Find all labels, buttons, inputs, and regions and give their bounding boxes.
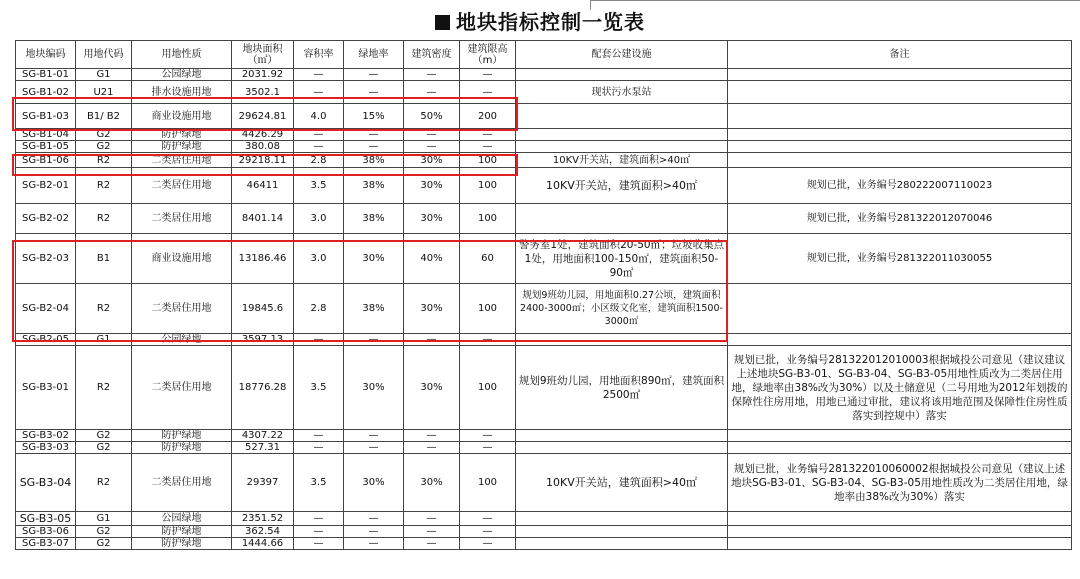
cell-use: R2: [76, 153, 132, 168]
cell-remark: [728, 153, 1072, 168]
cell-density: 50%: [404, 104, 460, 129]
cell-far: 2.8: [294, 284, 344, 334]
cell-far: —: [294, 442, 344, 454]
cell-height: —: [460, 141, 516, 153]
cell-nature: 公园绿地: [132, 334, 232, 346]
cell-remark: [728, 512, 1072, 526]
table-row: [16, 512, 1072, 526]
cell-height: —: [460, 129, 516, 141]
cell-remark: [728, 442, 1072, 454]
cell-nature: 防护绿地: [132, 430, 232, 442]
cell-area: 362.54: [232, 526, 294, 538]
cell-green: —: [344, 69, 404, 81]
cell-code: SG-B3-03: [16, 442, 76, 454]
cell-facility: [516, 442, 728, 454]
cell-far: 2.8: [294, 153, 344, 168]
cell-use: U21: [76, 81, 132, 104]
highlight-box-sg-b1-03: [12, 97, 518, 131]
cell-far: —: [294, 141, 344, 153]
cell-code: SG-B3-01: [16, 346, 76, 430]
table-row: [16, 430, 1072, 442]
cell-remark: 规划已批，业务编号281322010060002根据城投公司意见（建议上述地块SG-B3-01、SG-B3-04、SG-B3-05用地性质改为二类居住用地，绿地率由38%改为30%）落实: [728, 454, 1072, 512]
cell-use: G2: [76, 129, 132, 141]
cell-far: —: [294, 512, 344, 526]
cell-far: —: [294, 69, 344, 81]
cell-area: 527.31: [232, 442, 294, 454]
header-code: 地块编码: [16, 41, 76, 69]
cell-far: 3.0: [294, 204, 344, 234]
cell-height: 100: [460, 153, 516, 168]
header-use: 用地代码: [76, 41, 132, 69]
cell-nature: 防护绿地: [132, 141, 232, 153]
cell-far: 3.5: [294, 454, 344, 512]
cell-height: —: [460, 526, 516, 538]
cell-facility: 10KV开关站，建筑面积>40㎡: [516, 153, 728, 168]
cell-density: —: [404, 538, 460, 550]
cell-green: 30%: [344, 234, 404, 284]
cell-far: —: [294, 129, 344, 141]
cell-facility: [516, 104, 728, 129]
cell-nature: 防护绿地: [132, 538, 232, 550]
cell-height: 100: [460, 284, 516, 334]
cell-nature: 二类居住用地: [132, 284, 232, 334]
cell-nature: 二类居住用地: [132, 346, 232, 430]
table-row: [16, 454, 1072, 512]
cell-green: —: [344, 129, 404, 141]
cell-density: 40%: [404, 234, 460, 284]
cell-green: —: [344, 334, 404, 346]
cell-area: 19845.6: [232, 284, 294, 334]
cell-code: SG-B2-04: [16, 284, 76, 334]
cell-facility: [516, 204, 728, 234]
cell-area: 3502.1: [232, 81, 294, 104]
cell-area: 29218.11: [232, 153, 294, 168]
cell-height: 60: [460, 234, 516, 284]
cell-green: —: [344, 81, 404, 104]
cell-nature: 公园绿地: [132, 69, 232, 81]
cell-code: SG-B2-01: [16, 168, 76, 204]
cell-far: 3.0: [294, 234, 344, 284]
cell-code: SG-B3-04: [16, 454, 76, 512]
cell-height: —: [460, 430, 516, 442]
cell-green: 30%: [344, 346, 404, 430]
cell-use: G1: [76, 512, 132, 526]
cell-nature: 二类居住用地: [132, 153, 232, 168]
cell-code: SG-B3-02: [16, 430, 76, 442]
cell-density: —: [404, 442, 460, 454]
cell-height: —: [460, 538, 516, 550]
cell-green: —: [344, 141, 404, 153]
table-row: [16, 526, 1072, 538]
table-row: [16, 346, 1072, 430]
cell-code: SG-B1-04: [16, 129, 76, 141]
cell-height: 200: [460, 104, 516, 129]
cell-code: SG-B1-01: [16, 69, 76, 81]
cell-green: —: [344, 512, 404, 526]
cell-facility: 现状污水泵站: [516, 81, 728, 104]
cell-area: 13186.46: [232, 234, 294, 284]
cell-green: —: [344, 538, 404, 550]
cell-green: 38%: [344, 168, 404, 204]
cell-area: 4307.22: [232, 430, 294, 442]
cell-density: —: [404, 129, 460, 141]
cell-code: SG-B1-03: [16, 104, 76, 129]
cell-density: —: [404, 526, 460, 538]
cell-facility: [516, 141, 728, 153]
cell-nature: 二类居住用地: [132, 168, 232, 204]
cell-remark: [728, 526, 1072, 538]
cell-density: —: [404, 141, 460, 153]
cell-far: 3.5: [294, 346, 344, 430]
cell-use: G1: [76, 334, 132, 346]
cell-code: SG-B2-03: [16, 234, 76, 284]
cell-facility: 警务室1处，建筑面积20-50㎡；垃圾收集点1处，用地面积100-150㎡，建筑面积50-90㎡: [516, 234, 728, 284]
cell-far: —: [294, 81, 344, 104]
cell-nature: 商业设施用地: [132, 104, 232, 129]
cell-code: SG-B2-02: [16, 204, 76, 234]
cell-height: —: [460, 334, 516, 346]
cell-code: SG-B3-05: [16, 512, 76, 526]
cell-nature: 公园绿地: [132, 512, 232, 526]
cell-green: 38%: [344, 284, 404, 334]
cell-green: —: [344, 526, 404, 538]
cell-area: 4426.29: [232, 129, 294, 141]
cell-density: 30%: [404, 168, 460, 204]
cell-remark: [728, 69, 1072, 81]
cell-density: 30%: [404, 346, 460, 430]
cell-far: 3.5: [294, 168, 344, 204]
cell-density: —: [404, 334, 460, 346]
cell-facility: [516, 538, 728, 550]
cell-remark: [728, 81, 1072, 104]
cell-nature: 商业设施用地: [132, 234, 232, 284]
cell-area: 380.08: [232, 141, 294, 153]
cell-green: —: [344, 442, 404, 454]
cell-use: R2: [76, 168, 132, 204]
cell-remark: 规划已批，业务编号281322012070046: [728, 204, 1072, 234]
cell-density: 30%: [404, 153, 460, 168]
table-row: [16, 442, 1072, 454]
cell-area: 29624.81: [232, 104, 294, 129]
header-row: [16, 41, 1072, 69]
cell-facility: 10KV开关站，建筑面积>40㎡: [516, 168, 728, 204]
cell-remark: [728, 538, 1072, 550]
cell-facility: [516, 512, 728, 526]
cell-density: 30%: [404, 284, 460, 334]
cell-green: 15%: [344, 104, 404, 129]
cell-nature: 二类居住用地: [132, 454, 232, 512]
cell-height: —: [460, 81, 516, 104]
header-far: 容积率: [294, 41, 344, 69]
cell-nature: 二类居住用地: [132, 204, 232, 234]
cell-remark: 规划已批，业务编号280222007110023: [728, 168, 1072, 204]
cell-facility: [516, 526, 728, 538]
cell-area: 2031.92: [232, 69, 294, 81]
cell-use: G2: [76, 430, 132, 442]
header-height: 建筑限高（m）: [460, 41, 516, 69]
cell-code: SG-B3-07: [16, 538, 76, 550]
cell-height: —: [460, 442, 516, 454]
cell-use: G2: [76, 141, 132, 153]
cell-height: 100: [460, 454, 516, 512]
cell-density: —: [404, 430, 460, 442]
cell-height: 100: [460, 168, 516, 204]
cell-density: 30%: [404, 454, 460, 512]
cell-use: B1: [76, 234, 132, 284]
black-square-icon: [435, 15, 450, 30]
cell-use: R2: [76, 454, 132, 512]
cell-height: —: [460, 69, 516, 81]
cell-code: SG-B3-06: [16, 526, 76, 538]
cell-facility: 规划9班幼儿园，用地面积890㎡，建筑面积2500㎡: [516, 346, 728, 430]
header-density: 建筑密度: [404, 41, 460, 69]
cell-density: 30%: [404, 204, 460, 234]
cell-green: 38%: [344, 204, 404, 234]
header-facility: 配套公建设施: [516, 41, 728, 69]
cell-code: SG-B2-05: [16, 334, 76, 346]
table-row: [16, 204, 1072, 234]
table-title: [0, 6, 1080, 35]
cell-facility: [516, 129, 728, 141]
cell-density: —: [404, 69, 460, 81]
cell-height: 100: [460, 346, 516, 430]
cell-use: G2: [76, 442, 132, 454]
cell-use: R2: [76, 284, 132, 334]
cell-area: 1444.66: [232, 538, 294, 550]
header-remark: 备注: [728, 41, 1072, 69]
cell-area: 46411: [232, 168, 294, 204]
cell-code: SG-B1-02: [16, 81, 76, 104]
cell-area: 8401.14: [232, 204, 294, 234]
top-border-line: [590, 0, 1080, 1]
cell-facility: [516, 69, 728, 81]
cell-code: SG-B1-05: [16, 141, 76, 153]
cell-remark: 规划已批，业务编号281322011030055: [728, 234, 1072, 284]
cell-green: 38%: [344, 153, 404, 168]
cell-far: 4.0: [294, 104, 344, 129]
cell-density: —: [404, 512, 460, 526]
cell-height: —: [460, 512, 516, 526]
cell-nature: 防护绿地: [132, 129, 232, 141]
cell-area: 3597.13: [232, 334, 294, 346]
highlight-box-sg-b1-06: [12, 154, 518, 176]
cell-nature: 排水设施用地: [132, 81, 232, 104]
cell-nature: 防护绿地: [132, 526, 232, 538]
cell-remark: [728, 430, 1072, 442]
cell-remark: [728, 129, 1072, 141]
cell-code: SG-B1-06: [16, 153, 76, 168]
cell-use: G2: [76, 538, 132, 550]
cell-use: G1: [76, 69, 132, 81]
cell-far: —: [294, 538, 344, 550]
highlight-box-sg-b2-03-04: [12, 240, 728, 342]
cell-facility: [516, 430, 728, 442]
header-area: 地块面积（㎡）: [232, 41, 294, 69]
cell-area: 2351.52: [232, 512, 294, 526]
cell-remark: 规划已批，业务编号281322012010003根据城投公司意见（建议建议上述地块SG-B3-01、SG-B3-04、SG-B3-05用地性质改为二类居住用地，绿地率由38%改为30%）以及土储意见（二号用地为2012年划拨的保障性住房用地，用地已通过审批，建议将该用地范围及保障性住房性质落实到控规中）落实: [728, 346, 1072, 430]
cell-remark: [728, 104, 1072, 129]
cell-use: R2: [76, 346, 132, 430]
cell-far: —: [294, 430, 344, 442]
cell-nature: 防护绿地: [132, 442, 232, 454]
cell-green: —: [344, 430, 404, 442]
cell-use: G2: [76, 526, 132, 538]
title-text: 地块指标控制一览表: [456, 10, 645, 34]
cell-remark: [728, 284, 1072, 334]
cell-remark: [728, 334, 1072, 346]
header-nature: 用地性质: [132, 41, 232, 69]
cell-area: 18776.28: [232, 346, 294, 430]
cell-remark: [728, 141, 1072, 153]
table-row: [16, 538, 1072, 550]
header-green: 绿地率: [344, 41, 404, 69]
cell-use: R2: [76, 204, 132, 234]
cell-area: 29397: [232, 454, 294, 512]
table-row: [16, 69, 1072, 81]
cell-facility: 规划9班幼儿园，用地面积0.27公顷，建筑面积2400-3000㎡；小区级文化室，建筑面积1500-3000㎡: [516, 284, 728, 334]
cell-use: B1/ B2: [76, 104, 132, 129]
cell-density: —: [404, 81, 460, 104]
cell-facility: 10KV开关站，建筑面积>40㎡: [516, 454, 728, 512]
cell-far: —: [294, 334, 344, 346]
cell-height: 100: [460, 204, 516, 234]
cell-green: 30%: [344, 454, 404, 512]
cell-far: —: [294, 526, 344, 538]
table-row: [16, 141, 1072, 153]
